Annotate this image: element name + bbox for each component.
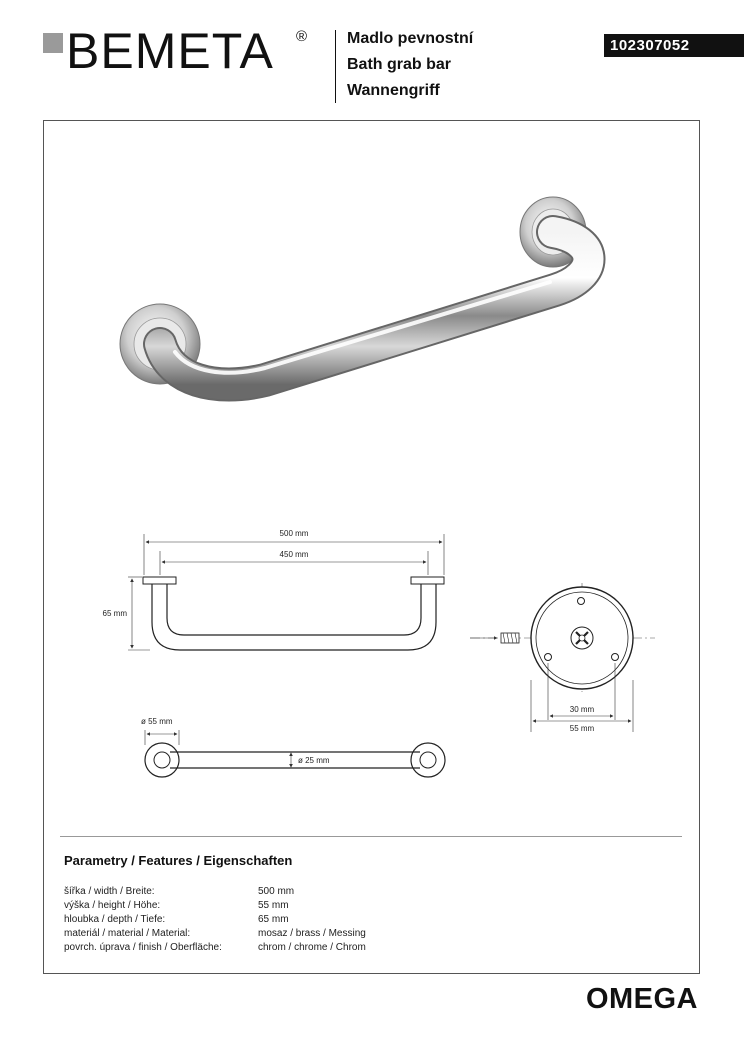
spec-label: šířka / width / Breite: (64, 886, 155, 897)
spec-row-material (64, 928, 464, 942)
features-heading: Parametry / Features / Eigenschaften (64, 853, 293, 868)
dim-rosette-width: 55 mm (569, 724, 595, 733)
spec-value: 55 mm (258, 900, 289, 911)
spec-label: výška / height / Höhe: (64, 900, 161, 911)
dim-inner-width: 450 mm (279, 550, 309, 559)
registered-mark: ® (296, 28, 308, 45)
spec-label: hloubka / depth / Tiefe: (64, 914, 166, 925)
title-german: Wannengriff (347, 82, 440, 99)
dim-depth: 65 mm (102, 609, 127, 618)
grab-bar-photo (120, 197, 589, 385)
front-view-drawing (103, 529, 444, 650)
dim-rosette-diameter: ø 55 mm (141, 717, 173, 726)
spec-value: 65 mm (258, 914, 289, 925)
dim-hole-spacing: 30 mm (569, 705, 595, 714)
spec-value: chrom / chrome / Chrom (258, 942, 366, 953)
spec-row-finish (64, 942, 464, 956)
spec-label: materiál / material / Material: (64, 928, 191, 939)
product-code-badge: 102307052 (604, 34, 744, 57)
spec-value: 500 mm (258, 886, 295, 897)
logo-square (43, 33, 63, 53)
spec-row-height (64, 900, 464, 914)
title-czech: Madlo pevnostní (347, 30, 474, 47)
spec-row-depth (64, 914, 464, 928)
top-view-drawing (141, 717, 445, 777)
spec-row-width (64, 886, 464, 900)
features-divider (60, 836, 682, 837)
spec-label: povrch. úprava / finish / Oberfläche: (64, 942, 222, 953)
header-divider (335, 30, 336, 103)
dim-overall-width: 500 mm (279, 529, 309, 538)
product-drawings (44, 121, 699, 973)
spec-value: mosaz / brass / Messing (258, 928, 366, 939)
dim-bar-diameter: ø 25 mm (298, 756, 330, 765)
brand-logo: BEMETA (66, 23, 274, 79)
title-english: Bath grab bar (347, 56, 452, 73)
series-name: OMEGA (585, 983, 698, 1015)
rosette-view-drawing (470, 583, 655, 733)
